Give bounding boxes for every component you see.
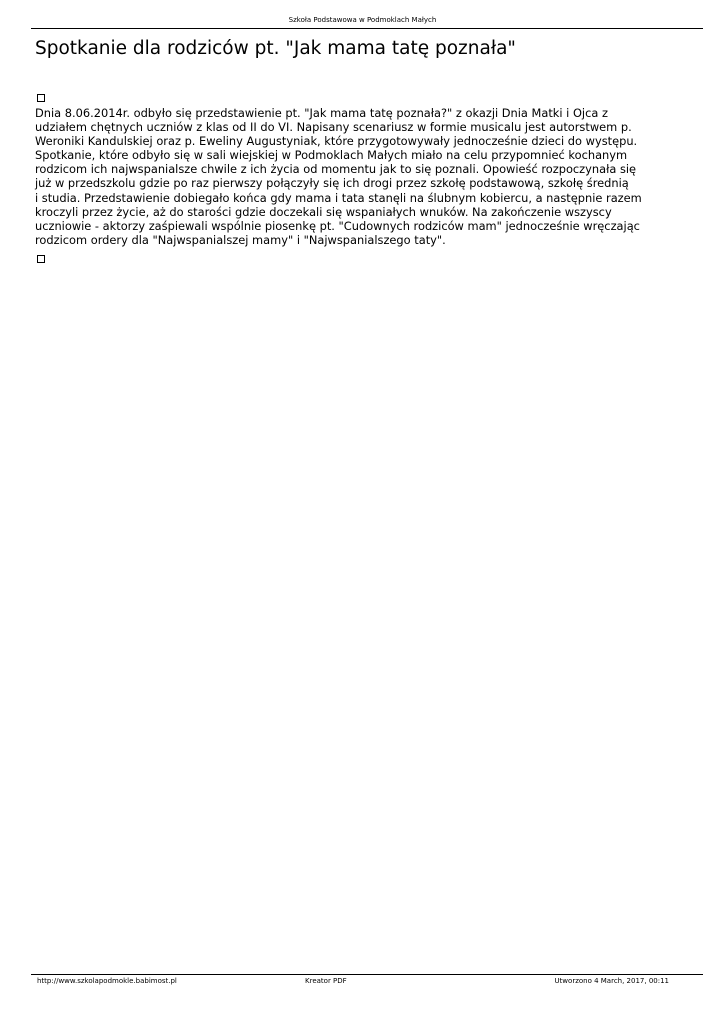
image-placeholder-icon [37,94,45,102]
page-header: Szkoła Podstawowa w Podmoklach Małych [288,16,437,24]
body-line: Dnia 8.06.2014r. odbyło się przedstawienie pt. "Jak mama tatę poznała?" z okazji Dnia Matki i Ojca z [35,106,608,120]
header-divider [31,28,703,29]
body-line: rodzicom ordery dla "Najwspanialszej mamy" i "Najwspanialszego taty". [35,232,446,247]
body-line: Weroniki Kandulskiej oraz p. Eweliny Augustyniak, które przygotowywały jednocześnie dzieci do występu. [35,134,638,149]
article-body [35,106,675,247]
footer-generator: Kreator PDF [305,977,347,985]
body-line: już w przedszkolu gdzie po raz pierwszy połączyły się ich drogi przez szkołę podstawową, szkołę średnią [35,176,629,191]
image-placeholder-icon [37,255,45,263]
body-line: udziałem chętnych uczniów z klas od II do VI. Napisany scenariusz w formie musicalu jest autorstwem p. [35,120,632,135]
footer-divider [31,974,703,975]
footer-created-date: Utworzono 4 March, 2017, 00:11 [554,977,669,985]
body-line: Spotkanie, które odbyło się w sali wiejskiej w Podmoklach Małych miało na celu przypomnieć kochanym [35,148,628,163]
page-title: Spotkanie dla rodziców pt. "Jak mama tatę poznała" [35,38,516,59]
body-line: uczniowie - aktorzy zaśpiewali wspólnie piosenkę pt. "Cudownych rodziców mam" jednocześnie wręczając [35,218,640,233]
body-line: kroczyli przez życie, aż do starości gdzie doczekali się wspaniałych wnuków. Na zakończenie wszyscy [35,204,612,219]
footer-url-link[interactable]: http://www.szkolapodmokle.babimost.pl [37,977,177,985]
body-line: rodzicom ich najwspanialsze chwile z ich życia od momentu jak to się poznali. Opowieść rozpoczynała się [35,162,637,177]
body-line: i studia. Przedstawienie dobiegało końca gdy mama i tata stanęli na ślubnym kobiercu, a następnie razem [35,190,642,205]
